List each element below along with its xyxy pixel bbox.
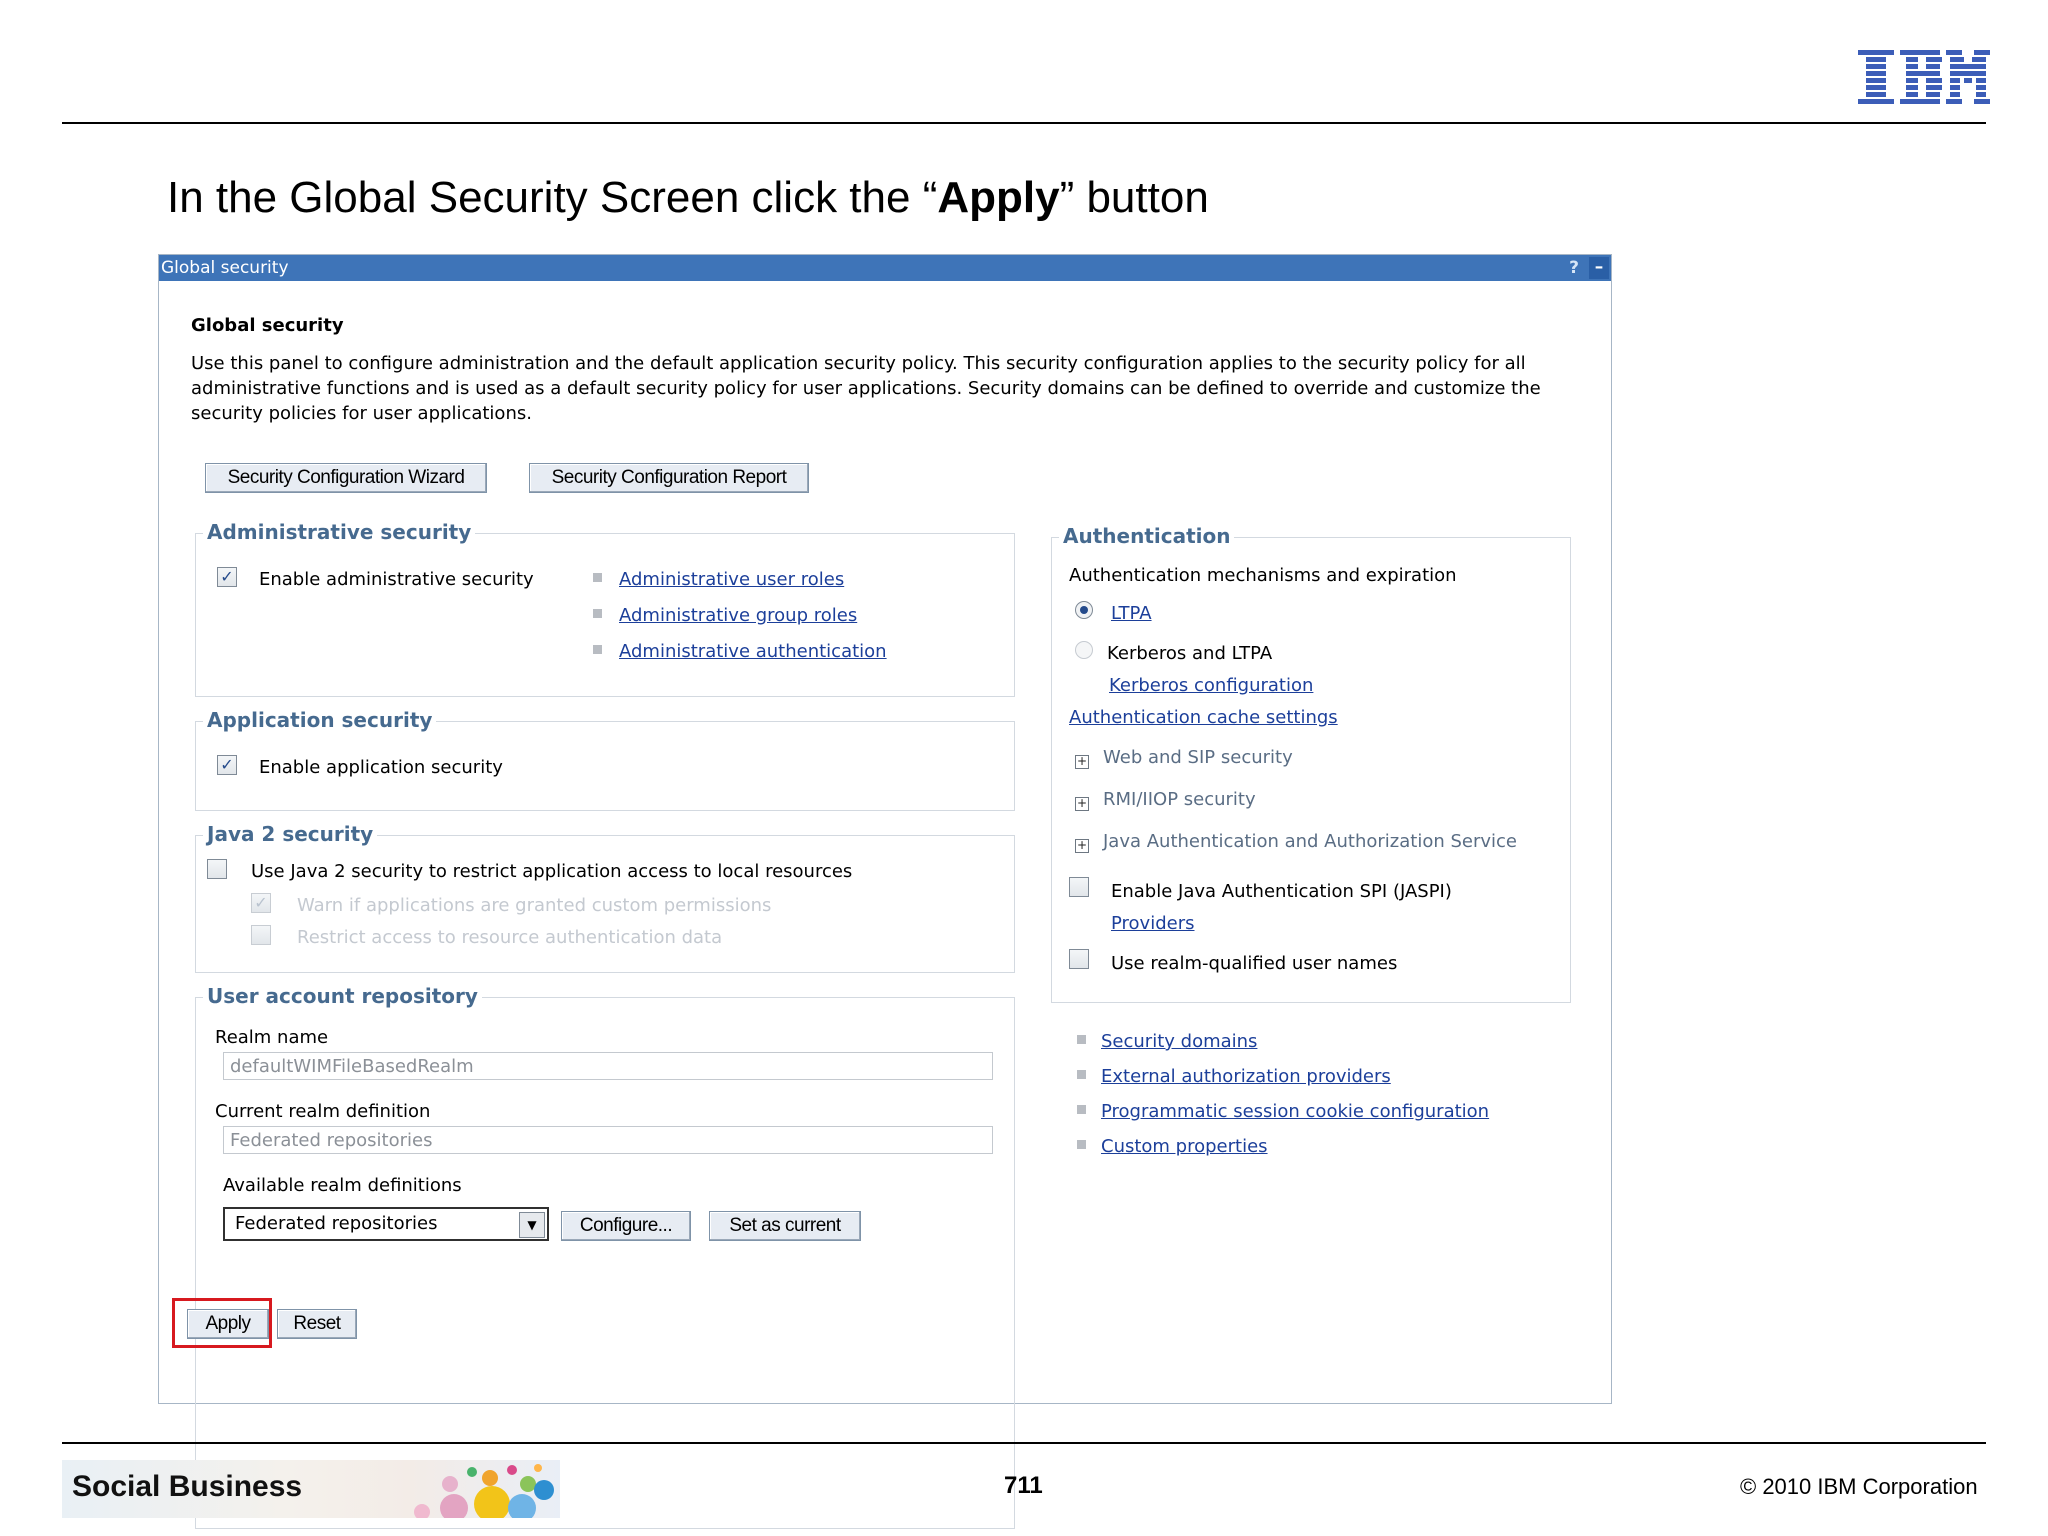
user-account-repository-legend: User account repository xyxy=(203,983,482,1009)
panel-description: Use this panel to configure administration and the default application security policy. This security configuration applies to the security policy for all administrative functions and is used as a default security policy for user applications. Security domains can be defined to override and customize the security policies for user applications. xyxy=(191,353,1541,424)
expand-plus-icon[interactable]: + xyxy=(1076,838,1088,852)
apply-highlight-box xyxy=(172,1298,272,1348)
enable-administrative-security-label: Enable administrative security xyxy=(259,569,534,590)
ltpa-radio[interactable] xyxy=(1075,601,1093,619)
external-authorization-providers-link[interactable]: External authorization providers xyxy=(1101,1066,1391,1087)
expand-plus-icon[interactable]: + xyxy=(1076,796,1088,810)
page-number: 711 xyxy=(1004,1472,1043,1499)
slide-title: In the Global Security Screen click the “Apply” button xyxy=(167,173,1209,222)
use-java2-security-checkbox[interactable] xyxy=(207,859,227,879)
set-as-current-button[interactable]: Set as current xyxy=(709,1211,861,1241)
administrative-group-roles-link[interactable]: Administrative group roles xyxy=(619,605,858,626)
security-configuration-wizard-button[interactable]: Security Configuration Wizard xyxy=(205,463,487,493)
enable-jaspi-checkbox[interactable] xyxy=(1069,877,1089,897)
enable-administrative-security-checkbox[interactable]: ✓ xyxy=(217,567,237,587)
social-business-label: Social Business xyxy=(72,1470,303,1503)
administrative-security-group xyxy=(195,533,1015,697)
reset-button[interactable]: Reset xyxy=(277,1309,357,1339)
authentication-legend: Authentication xyxy=(1059,523,1234,549)
web-sip-security-item[interactable]: Web and SIP security xyxy=(1103,747,1293,768)
configure-button[interactable]: Configure... xyxy=(561,1211,691,1241)
use-java2-security-label: Use Java 2 security to restrict application access to local resources xyxy=(251,861,853,882)
realm-qualified-user-names-checkbox[interactable] xyxy=(1069,949,1089,969)
custom-properties-link[interactable]: Custom properties xyxy=(1101,1136,1268,1157)
people-graphic xyxy=(362,1460,560,1518)
enable-application-security-checkbox[interactable]: ✓ xyxy=(217,755,237,775)
window-titlebar xyxy=(159,255,1611,281)
ltpa-link[interactable]: LTPA xyxy=(1111,603,1152,624)
window-title: Global security xyxy=(161,258,289,278)
apply-button[interactable]: Apply xyxy=(187,1309,269,1339)
administrative-user-roles-link[interactable]: Administrative user roles xyxy=(619,569,845,590)
administrative-authentication-link[interactable]: Administrative authentication xyxy=(619,641,887,662)
chevron-down-icon[interactable]: ▼ xyxy=(519,1212,545,1238)
global-security-window xyxy=(158,254,1612,1404)
authentication-cache-settings-link[interactable]: Authentication cache settings xyxy=(1069,707,1338,728)
bullet-icon xyxy=(1077,1070,1086,1079)
bullet-icon xyxy=(593,609,602,618)
java2-security-legend: Java 2 security xyxy=(203,821,377,847)
restrict-resource-auth-checkbox xyxy=(251,925,271,945)
realm-name-label: Realm name xyxy=(215,1027,329,1048)
authentication-mechanisms-label: Authentication mechanisms and expiration xyxy=(1069,565,1457,586)
kerberos-ltpa-radio[interactable] xyxy=(1075,641,1093,659)
bullet-icon xyxy=(593,645,602,654)
minimize-icon[interactable]: – xyxy=(1589,257,1609,279)
programmatic-session-cookie-link[interactable]: Programmatic session cookie configuration xyxy=(1101,1101,1490,1122)
bullet-icon xyxy=(1077,1035,1086,1044)
realm-name-field: defaultWIMFileBasedRealm xyxy=(223,1052,993,1080)
copyright: © 2010 IBM Corporation xyxy=(1740,1474,1978,1499)
kerberos-configuration-link[interactable]: Kerberos configuration xyxy=(1109,675,1314,696)
available-realm-definitions-select[interactable] xyxy=(223,1207,549,1241)
security-configuration-report-button[interactable]: Security Configuration Report xyxy=(529,463,809,493)
ibm-logo xyxy=(1858,50,1990,106)
kerberos-ltpa-label: Kerberos and LTPA xyxy=(1107,643,1273,664)
radio-selected-dot xyxy=(1080,606,1088,614)
security-domains-link[interactable]: Security domains xyxy=(1101,1031,1258,1052)
panel-heading: Global security xyxy=(191,315,344,336)
providers-link[interactable]: Providers xyxy=(1111,913,1195,934)
jaas-item[interactable]: Java Authentication and Authorization Service xyxy=(1103,831,1517,852)
enable-jaspi-label: Enable Java Authentication SPI (JASPI) xyxy=(1111,881,1452,902)
help-icon[interactable]: ? xyxy=(1569,258,1579,278)
administrative-security-legend: Administrative security xyxy=(203,519,475,545)
social-business-banner xyxy=(62,1460,560,1518)
warn-custom-permissions-label: Warn if applications are granted custom permissions xyxy=(297,895,772,916)
bullet-icon xyxy=(1077,1105,1086,1114)
application-security-legend: Application security xyxy=(203,707,436,733)
footer-rule xyxy=(62,1442,1986,1444)
header-rule xyxy=(62,122,1986,124)
current-realm-definition-field: Federated repositories xyxy=(223,1126,993,1154)
available-realm-definitions-label: Available realm definitions xyxy=(223,1175,462,1196)
restrict-resource-auth-label: Restrict access to resource authentication data xyxy=(297,927,723,948)
current-realm-definition-label: Current realm definition xyxy=(215,1101,431,1122)
expand-plus-icon[interactable]: + xyxy=(1076,754,1088,768)
bullet-icon xyxy=(1077,1140,1086,1149)
bullet-icon xyxy=(593,573,602,582)
enable-application-security-label: Enable application security xyxy=(259,757,503,778)
realm-qualified-user-names-label: Use realm-qualified user names xyxy=(1111,953,1398,974)
warn-custom-permissions-checkbox: ✓ xyxy=(251,893,271,913)
selected-realm-definition: Federated repositories xyxy=(235,1213,438,1234)
rmi-iiop-security-item[interactable]: RMI/IIOP security xyxy=(1103,789,1256,810)
